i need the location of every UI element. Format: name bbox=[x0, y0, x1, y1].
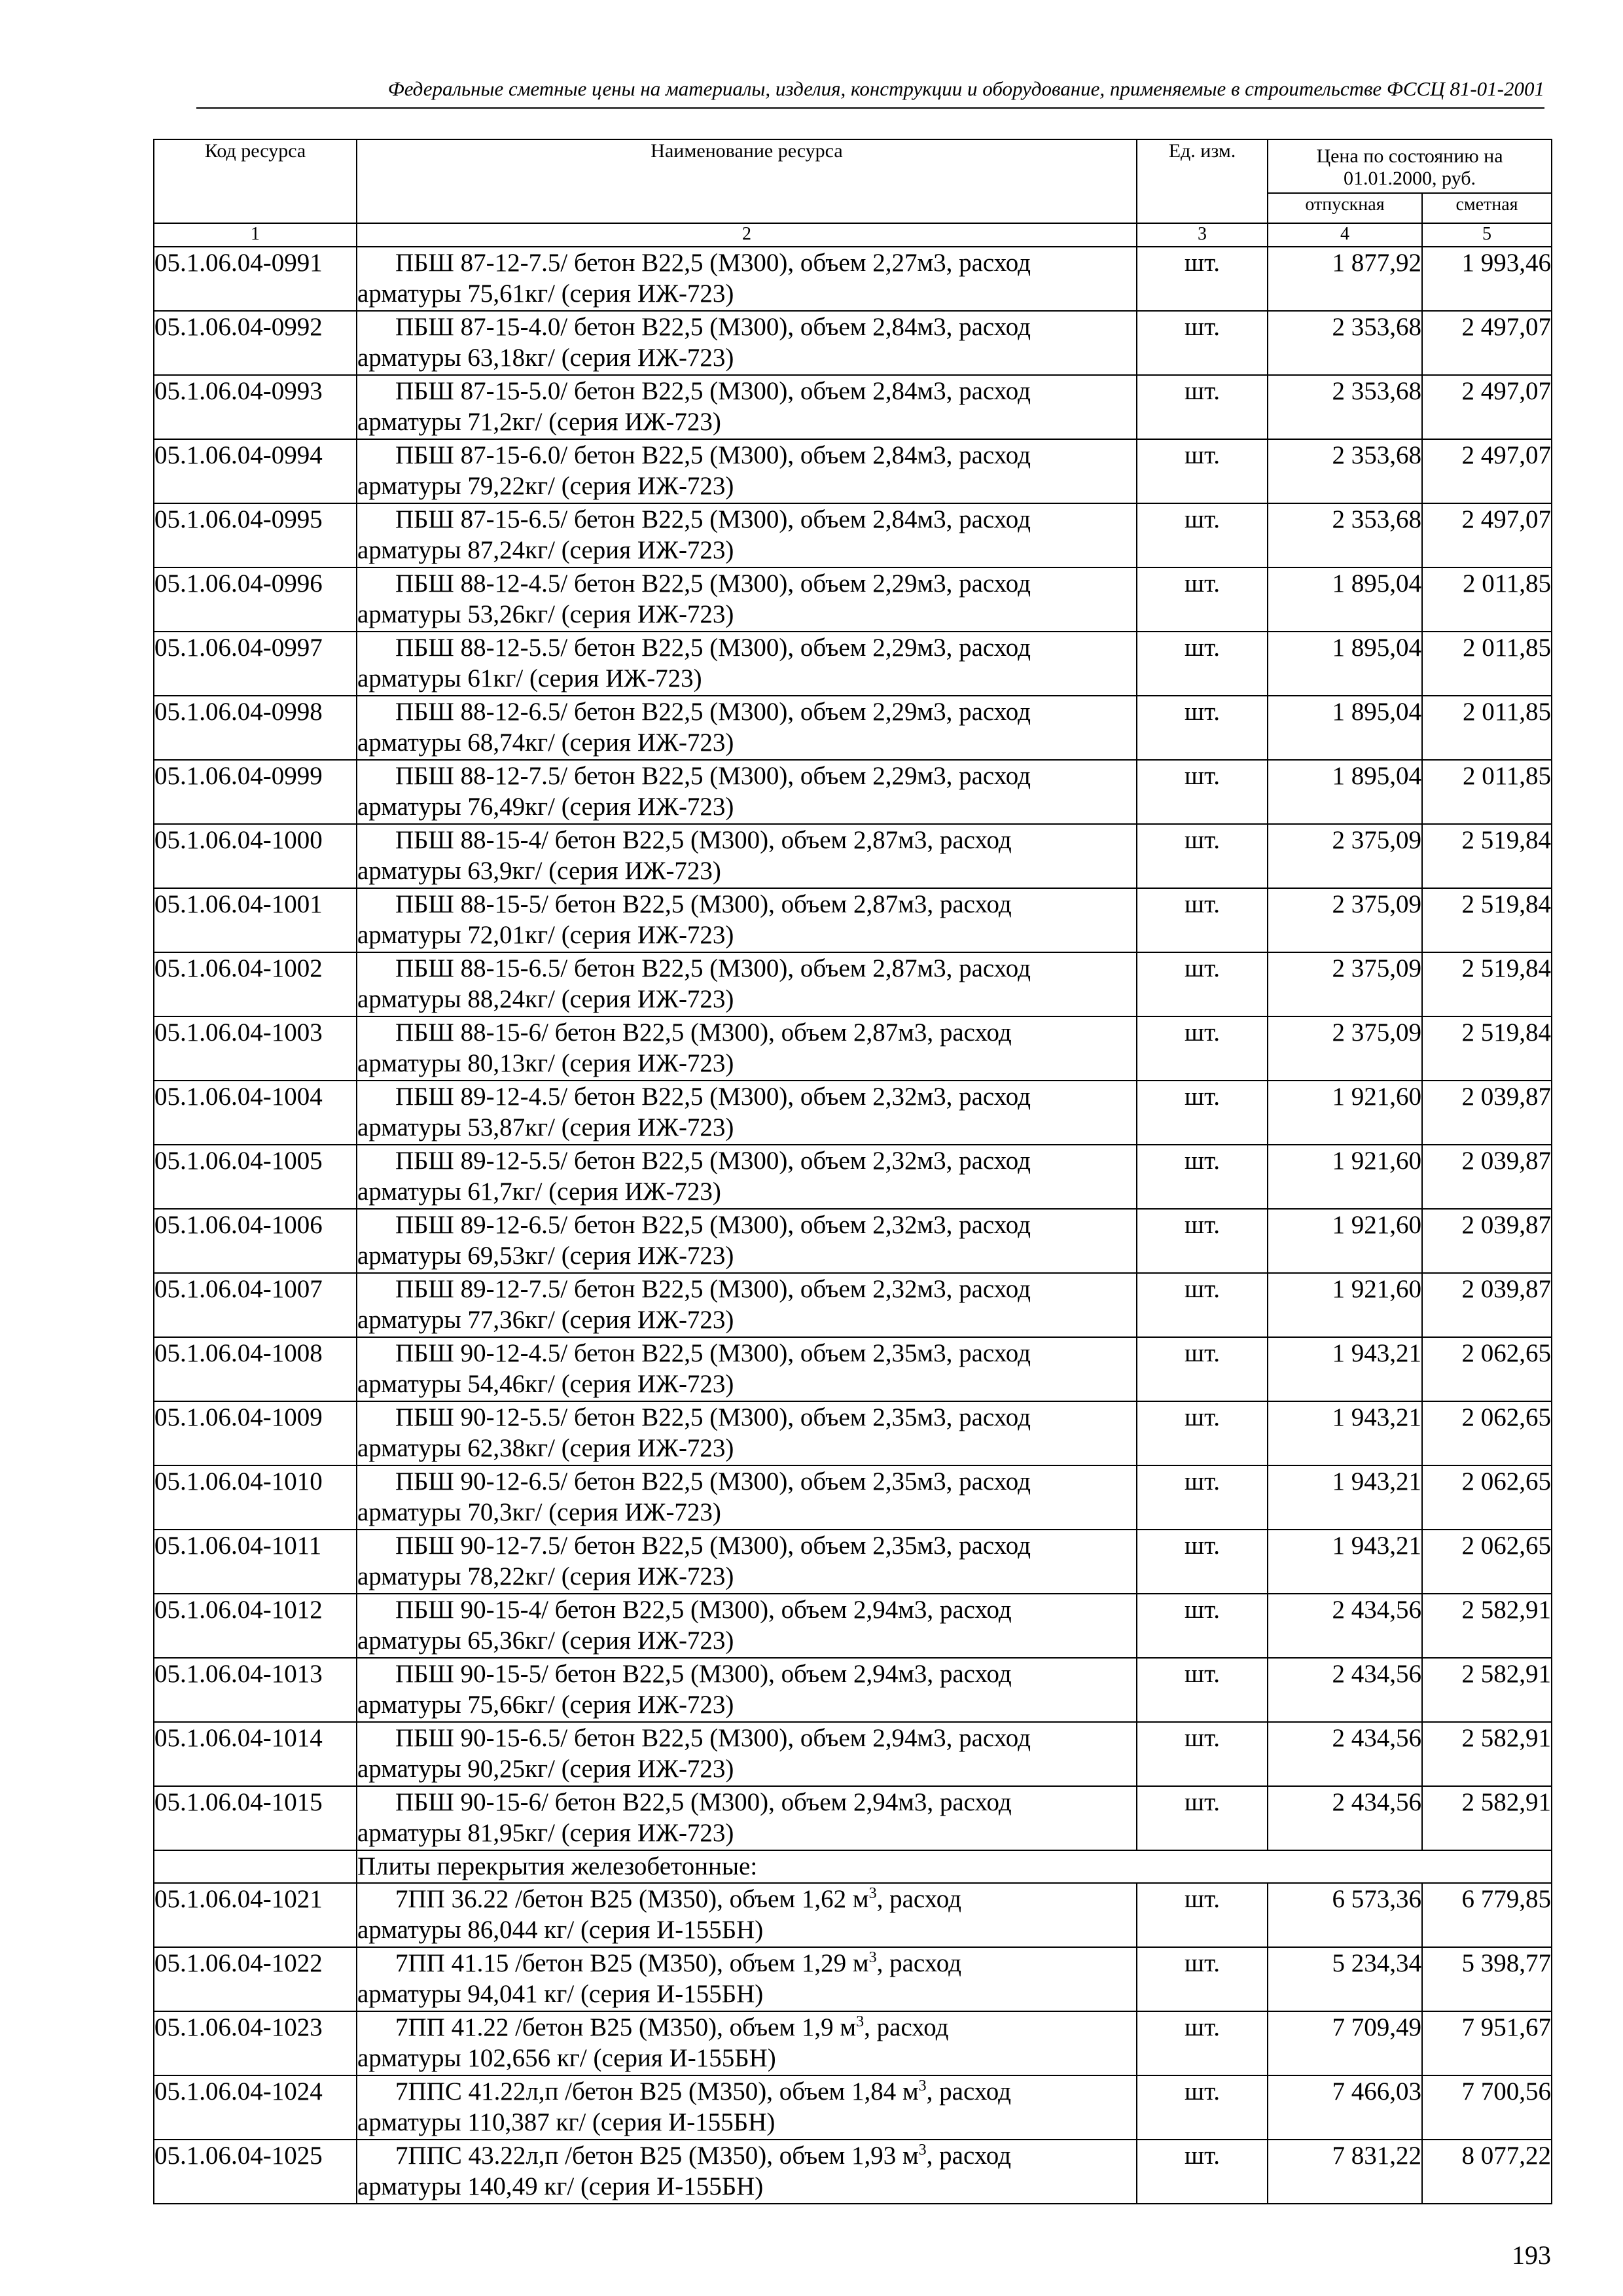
unit-superscript: 3 bbox=[868, 1949, 877, 1966]
unit-cell: шт. bbox=[1137, 503, 1268, 567]
resource-code: 05.1.06.04-0994 bbox=[154, 439, 357, 503]
unit-cell: шт. bbox=[1137, 1883, 1268, 1947]
resource-name-line1 bbox=[357, 2076, 1136, 2107]
resource-name-line2: арматуры 94,041 кг/ (серия И-155БН) bbox=[357, 1980, 764, 2008]
resource-code: 05.1.06.04-1021 bbox=[154, 1883, 357, 1947]
col-header-estimate: сметная bbox=[1422, 193, 1552, 223]
unit-cell: шт. bbox=[1137, 1658, 1268, 1722]
col-number: 2 bbox=[357, 223, 1137, 247]
release-price: 2 353,68 bbox=[1268, 311, 1422, 375]
unit-cell: шт. bbox=[1137, 952, 1268, 1016]
resource-name-line2: арматуры 61,7кг/ (серия ИЖ-723) bbox=[357, 1177, 721, 1206]
resource-name bbox=[357, 1658, 1137, 1722]
unit-cell: шт. bbox=[1137, 1947, 1268, 2011]
estimate-price: 2 011,85 bbox=[1422, 696, 1552, 760]
unit-cell: шт. bbox=[1137, 1465, 1268, 1530]
unit-cell: шт. bbox=[1137, 311, 1268, 375]
resource-name-line2: арматуры 75,61кг/ (серия ИЖ-723) bbox=[357, 279, 734, 308]
section-title: Плиты перекрытия железобетонные: bbox=[357, 1850, 1552, 1883]
release-price: 1 943,21 bbox=[1268, 1465, 1422, 1530]
release-price: 1 877,92 bbox=[1268, 247, 1422, 311]
resource-code: 05.1.06.04-0992 bbox=[154, 311, 357, 375]
resource-code: 05.1.06.04-1012 bbox=[154, 1594, 357, 1658]
resource-code: 05.1.06.04-1008 bbox=[154, 1337, 357, 1401]
unit-superscript: 3 bbox=[856, 2013, 865, 2030]
table-row bbox=[154, 2011, 1552, 2075]
release-price: 1 921,60 bbox=[1268, 1081, 1422, 1145]
resource-name bbox=[357, 439, 1137, 503]
resource-code: 05.1.06.04-1001 bbox=[154, 888, 357, 952]
resource-name bbox=[357, 311, 1137, 375]
resource-name-line2: арматуры 53,87кг/ (серия ИЖ-723) bbox=[357, 1113, 734, 1141]
resource-name bbox=[357, 2011, 1137, 2075]
section-code-cell bbox=[154, 1850, 357, 1883]
estimate-price: 2 039,87 bbox=[1422, 1081, 1552, 1145]
resource-code: 05.1.06.04-0997 bbox=[154, 632, 357, 696]
estimate-price: 5 398,77 bbox=[1422, 1947, 1552, 2011]
resource-name-line1 bbox=[357, 2140, 1136, 2171]
estimate-price: 2 519,84 bbox=[1422, 824, 1552, 888]
unit-superscript: 3 bbox=[868, 1885, 877, 1902]
estimate-price: 2 062,65 bbox=[1422, 1530, 1552, 1594]
resource-name-text: 7ППС 41.22л,п /бетон В25 (М350), объем 1,84 м bbox=[395, 2077, 919, 2106]
page-number: 193 bbox=[1512, 2240, 1551, 2270]
resource-name-line2: арматуры 79,22кг/ (серия ИЖ-723) bbox=[357, 472, 734, 500]
release-price: 1 921,60 bbox=[1268, 1209, 1422, 1273]
resource-name-line2: арматуры 81,95кг/ (серия ИЖ-723) bbox=[357, 1819, 734, 1847]
resource-name-line1: ПБШ 88-15-4/ бетон В22,5 (М300), объем 2,87м3, расход bbox=[395, 826, 1012, 854]
resource-name-line1: ПБШ 90-12-6.5/ бетон В22,5 (М300), объем 2,35м3, расход bbox=[395, 1467, 1031, 1496]
resource-name-text: 7ПП 36.22 /бетон В25 (М350), объем 1,62 м bbox=[395, 1885, 869, 1913]
release-price: 1 895,04 bbox=[1268, 760, 1422, 824]
resource-name-line2: арматуры 78,22кг/ (серия ИЖ-723) bbox=[357, 1562, 734, 1590]
unit-cell: шт. bbox=[1137, 439, 1268, 503]
resource-code: 05.1.06.04-1013 bbox=[154, 1658, 357, 1722]
unit-cell: шт. bbox=[1137, 375, 1268, 439]
unit-cell: шт. bbox=[1137, 1530, 1268, 1594]
resource-name-text: 7ППС 43.22л,п /бетон В25 (М350), объем 1,93 м bbox=[395, 2142, 919, 2170]
resource-name-line1: ПБШ 90-15-6.5/ бетон В22,5 (М300), объем 2,94м3, расход bbox=[395, 1724, 1031, 1752]
resource-code: 05.1.06.04-1007 bbox=[154, 1273, 357, 1337]
resource-name-line1: ПБШ 90-15-6/ бетон В22,5 (М300), объем 2,94м3, расход bbox=[395, 1788, 1012, 1816]
resource-name-line1: ПБШ 87-15-6.5/ бетон В22,5 (М300), объем 2,84м3, расход bbox=[395, 505, 1031, 533]
resource-name-line2: арматуры 63,18кг/ (серия ИЖ-723) bbox=[357, 344, 734, 372]
table-row bbox=[154, 1273, 1552, 1337]
resource-name-line2: арматуры 80,13кг/ (серия ИЖ-723) bbox=[357, 1049, 734, 1077]
table-row bbox=[154, 1658, 1552, 1722]
section-body bbox=[154, 1850, 1552, 1883]
table-row bbox=[154, 247, 1552, 311]
unit-cell: шт. bbox=[1137, 1337, 1268, 1401]
resource-name bbox=[357, 2140, 1137, 2204]
resource-name-text: , расход bbox=[876, 1949, 961, 1977]
unit-cell: шт. bbox=[1137, 696, 1268, 760]
estimate-price: 2 011,85 bbox=[1422, 567, 1552, 632]
estimate-price: 2 519,84 bbox=[1422, 888, 1552, 952]
resource-name-text: 7ПП 41.15 /бетон В25 (М350), объем 1,29 м bbox=[395, 1949, 869, 1977]
estimate-price: 2 497,07 bbox=[1422, 503, 1552, 567]
estimate-price: 2 582,91 bbox=[1422, 1658, 1552, 1722]
release-price: 2 375,09 bbox=[1268, 1016, 1422, 1081]
resource-name bbox=[357, 696, 1137, 760]
table-row bbox=[154, 567, 1552, 632]
unit-cell: шт. bbox=[1137, 2011, 1268, 2075]
unit-cell: шт. bbox=[1137, 1145, 1268, 1209]
resource-code: 05.1.06.04-0998 bbox=[154, 696, 357, 760]
resource-table bbox=[153, 139, 1552, 2204]
resource-name-line2: арматуры 110,387 кг/ (серия И-155БН) bbox=[357, 2108, 776, 2136]
release-price: 1 943,21 bbox=[1268, 1530, 1422, 1594]
resource-code: 05.1.06.04-1014 bbox=[154, 1722, 357, 1786]
resource-name bbox=[357, 1209, 1137, 1273]
estimate-price: 7 700,56 bbox=[1422, 2075, 1552, 2140]
estimate-price: 2 582,91 bbox=[1422, 1722, 1552, 1786]
estimate-price: 2 582,91 bbox=[1422, 1786, 1552, 1850]
estimate-price: 7 951,67 bbox=[1422, 2011, 1552, 2075]
estimate-price: 6 779,85 bbox=[1422, 1883, 1552, 1947]
estimate-price: 1 993,46 bbox=[1422, 247, 1552, 311]
estimate-price: 2 582,91 bbox=[1422, 1594, 1552, 1658]
resource-name-line2: арматуры 102,656 кг/ (серия И-155БН) bbox=[357, 2044, 776, 2072]
resource-code: 05.1.06.04-1022 bbox=[154, 1947, 357, 2011]
resource-name-line1 bbox=[357, 1948, 1136, 1979]
resource-name-line2: арматуры 90,25кг/ (серия ИЖ-723) bbox=[357, 1755, 734, 1783]
resource-name-line1: ПБШ 88-12-7.5/ бетон В22,5 (М300), объем 2,29м3, расход bbox=[395, 762, 1031, 790]
release-price: 2 434,56 bbox=[1268, 1722, 1422, 1786]
table-row bbox=[154, 1337, 1552, 1401]
column-number-row bbox=[154, 223, 1552, 247]
col-header-code: Код ресурса bbox=[154, 139, 357, 223]
resource-name-line2: арматуры 88,24кг/ (серия ИЖ-723) bbox=[357, 985, 734, 1013]
resource-name-line2: арматуры 62,38кг/ (серия ИЖ-723) bbox=[357, 1434, 734, 1462]
table-row bbox=[154, 760, 1552, 824]
table-row bbox=[154, 1145, 1552, 1209]
resource-name-line2: арматуры 65,36кг/ (серия ИЖ-723) bbox=[357, 1626, 734, 1655]
resource-name-line2: арматуры 61кг/ (серия ИЖ-723) bbox=[357, 664, 702, 692]
resource-name bbox=[357, 1337, 1137, 1401]
table-row bbox=[154, 824, 1552, 888]
resource-name-line2: арматуры 54,46кг/ (серия ИЖ-723) bbox=[357, 1370, 734, 1398]
resource-name bbox=[357, 1786, 1137, 1850]
table-body-slabs bbox=[154, 1883, 1552, 2204]
col-header-unit: Ед. изм. bbox=[1137, 139, 1268, 223]
resource-name-line1 bbox=[357, 2012, 1136, 2043]
release-price: 2 353,68 bbox=[1268, 439, 1422, 503]
resource-name bbox=[357, 2075, 1137, 2140]
estimate-price: 2 519,84 bbox=[1422, 1016, 1552, 1081]
resource-code: 05.1.06.04-1015 bbox=[154, 1786, 357, 1850]
col-header-name: Наименование ресурса bbox=[357, 139, 1137, 223]
resource-name-line1: ПБШ 88-15-5/ бетон В22,5 (М300), объем 2,87м3, расход bbox=[395, 890, 1012, 918]
table-row bbox=[154, 1594, 1552, 1658]
release-price: 6 573,36 bbox=[1268, 1883, 1422, 1947]
release-price: 1 943,21 bbox=[1268, 1401, 1422, 1465]
table-row bbox=[154, 696, 1552, 760]
unit-cell: шт. bbox=[1137, 1209, 1268, 1273]
table-row bbox=[154, 632, 1552, 696]
table-row bbox=[154, 1947, 1552, 2011]
resource-name-line1: ПБШ 87-15-5.0/ бетон В22,5 (М300), объем 2,84м3, расход bbox=[395, 377, 1031, 405]
unit-cell: шт. bbox=[1137, 760, 1268, 824]
resource-name-line1: ПБШ 89-12-7.5/ бетон В22,5 (М300), объем 2,32м3, расход bbox=[395, 1275, 1031, 1303]
resource-code: 05.1.06.04-1002 bbox=[154, 952, 357, 1016]
table-row bbox=[154, 1883, 1552, 1947]
release-price: 1 895,04 bbox=[1268, 696, 1422, 760]
resource-name bbox=[357, 1530, 1137, 1594]
release-price: 1 895,04 bbox=[1268, 567, 1422, 632]
resource-name-line2: арматуры 71,2кг/ (серия ИЖ-723) bbox=[357, 408, 721, 436]
resource-name bbox=[357, 1401, 1137, 1465]
table-row bbox=[154, 503, 1552, 567]
table-row bbox=[154, 1722, 1552, 1786]
resource-code: 05.1.06.04-1009 bbox=[154, 1401, 357, 1465]
estimate-price: 8 077,22 bbox=[1422, 2140, 1552, 2204]
resource-name bbox=[357, 760, 1137, 824]
section-row bbox=[154, 1850, 1552, 1883]
resource-name-line1: ПБШ 88-12-6.5/ бетон В22,5 (М300), объем 2,29м3, расход bbox=[395, 698, 1031, 726]
unit-cell: шт. bbox=[1137, 1722, 1268, 1786]
resource-name bbox=[357, 824, 1137, 888]
release-price: 2 375,09 bbox=[1268, 952, 1422, 1016]
resource-name bbox=[357, 1465, 1137, 1530]
table-header-row bbox=[154, 139, 1552, 193]
estimate-price: 2 039,87 bbox=[1422, 1209, 1552, 1273]
table-row bbox=[154, 1016, 1552, 1081]
unit-cell: шт. bbox=[1137, 1786, 1268, 1850]
unit-superscript: 3 bbox=[918, 2077, 927, 2094]
unit-cell: шт. bbox=[1137, 1081, 1268, 1145]
resource-name-line1: ПБШ 89-12-6.5/ бетон В22,5 (М300), объем 2,32м3, расход bbox=[395, 1211, 1031, 1239]
table-row bbox=[154, 1081, 1552, 1145]
resource-name-text: , расход bbox=[876, 1885, 961, 1913]
unit-cell: шт. bbox=[1137, 632, 1268, 696]
resource-name-text: , расход bbox=[926, 2142, 1012, 2170]
unit-cell: шт. bbox=[1137, 1273, 1268, 1337]
table-body bbox=[154, 247, 1552, 1850]
estimate-price: 2 519,84 bbox=[1422, 952, 1552, 1016]
release-price: 7 466,03 bbox=[1268, 2075, 1422, 2140]
estimate-price: 2 011,85 bbox=[1422, 760, 1552, 824]
release-price: 2 375,09 bbox=[1268, 824, 1422, 888]
estimate-price: 2 062,65 bbox=[1422, 1337, 1552, 1401]
col-number: 4 bbox=[1268, 223, 1422, 247]
resource-name bbox=[357, 1273, 1137, 1337]
estimate-price: 2 497,07 bbox=[1422, 375, 1552, 439]
resource-name bbox=[357, 1722, 1137, 1786]
resource-code: 05.1.06.04-0995 bbox=[154, 503, 357, 567]
estimate-price: 2 497,07 bbox=[1422, 311, 1552, 375]
resource-name-text: 7ПП 41.22 /бетон В25 (М350), объем 1,9 м bbox=[395, 2013, 857, 2041]
resource-name-line2: арматуры 63,9кг/ (серия ИЖ-723) bbox=[357, 857, 721, 885]
col-number: 5 bbox=[1422, 223, 1552, 247]
release-price: 5 234,34 bbox=[1268, 1947, 1422, 2011]
resource-name bbox=[357, 503, 1137, 567]
resource-code: 05.1.06.04-1025 bbox=[154, 2140, 357, 2204]
resource-code: 05.1.06.04-0991 bbox=[154, 247, 357, 311]
resource-name-line2: арматуры 76,49кг/ (серия ИЖ-723) bbox=[357, 793, 734, 821]
resource-name-text: , расход bbox=[864, 2013, 949, 2041]
resource-name-line2: арматуры 69,53кг/ (серия ИЖ-723) bbox=[357, 1242, 734, 1270]
resource-name-line2: арматуры 70,3кг/ (серия ИЖ-723) bbox=[357, 1498, 721, 1526]
unit-cell: шт. bbox=[1137, 2140, 1268, 2204]
table-row bbox=[154, 1530, 1552, 1594]
resource-name bbox=[357, 1016, 1137, 1081]
estimate-price: 2 039,87 bbox=[1422, 1273, 1552, 1337]
resource-name-line1: ПБШ 90-12-7.5/ бетон В22,5 (М300), объем 2,35м3, расход bbox=[395, 1532, 1031, 1560]
release-price: 1 943,21 bbox=[1268, 1337, 1422, 1401]
resource-name bbox=[357, 1594, 1137, 1658]
table-row bbox=[154, 2075, 1552, 2140]
col-header-price-group: Цена по состоянию на 01.01.2000, руб. bbox=[1268, 139, 1552, 193]
release-price: 2 353,68 bbox=[1268, 375, 1422, 439]
resource-name-line1: ПБШ 88-15-6/ бетон В22,5 (М300), объем 2,87м3, расход bbox=[395, 1018, 1012, 1047]
resource-code: 05.1.06.04-0996 bbox=[154, 567, 357, 632]
resource-code: 05.1.06.04-1011 bbox=[154, 1530, 357, 1594]
unit-cell: шт. bbox=[1137, 824, 1268, 888]
release-price: 7 831,22 bbox=[1268, 2140, 1422, 2204]
table-row bbox=[154, 952, 1552, 1016]
resource-name-line2: арматуры 140,49 кг/ (серия И-155БН) bbox=[357, 2172, 764, 2200]
resource-code: 05.1.06.04-1005 bbox=[154, 1145, 357, 1209]
resource-name bbox=[357, 1145, 1137, 1209]
release-price: 1 921,60 bbox=[1268, 1273, 1422, 1337]
resource-name-line1: ПБШ 88-12-4.5/ бетон В22,5 (М300), объем 2,29м3, расход bbox=[395, 569, 1031, 598]
resource-name-line1 bbox=[357, 1884, 1136, 1914]
estimate-price: 2 062,65 bbox=[1422, 1465, 1552, 1530]
resource-name-line1: ПБШ 89-12-4.5/ бетон В22,5 (М300), объем 2,32м3, расход bbox=[395, 1083, 1031, 1111]
resource-name-line1: ПБШ 90-12-4.5/ бетон В22,5 (М300), объем 2,35м3, расход bbox=[395, 1339, 1031, 1367]
table-row bbox=[154, 375, 1552, 439]
resource-name bbox=[357, 888, 1137, 952]
table-row bbox=[154, 1401, 1552, 1465]
resource-code: 05.1.06.04-1004 bbox=[154, 1081, 357, 1145]
table-row bbox=[154, 1786, 1552, 1850]
resource-code: 05.1.06.04-0993 bbox=[154, 375, 357, 439]
resource-code: 05.1.06.04-1024 bbox=[154, 2075, 357, 2140]
resource-name bbox=[357, 567, 1137, 632]
resource-code: 05.1.06.04-1023 bbox=[154, 2011, 357, 2075]
resource-name-line2: арматуры 72,01кг/ (серия ИЖ-723) bbox=[357, 921, 734, 949]
resource-name-line1: ПБШ 87-15-4.0/ бетон В22,5 (М300), объем 2,84м3, расход bbox=[395, 313, 1031, 341]
running-header: Федеральные сметные цены на материалы, изделия, конструкции и оборудование, применяемые в строительстве ФССЦ 81-01-2001 bbox=[387, 77, 1544, 100]
unit-cell: шт. bbox=[1137, 247, 1268, 311]
resource-name bbox=[357, 375, 1137, 439]
col-header-release: отпускная bbox=[1268, 193, 1422, 223]
col-number: 3 bbox=[1137, 223, 1268, 247]
resource-name bbox=[357, 1947, 1137, 2011]
resource-name-line1: ПБШ 87-12-7.5/ бетон В22,5 (М300), объем 2,27м3, расход bbox=[395, 249, 1031, 277]
resource-name-line1: ПБШ 90-15-4/ бетон В22,5 (М300), объем 2,94м3, расход bbox=[395, 1596, 1012, 1624]
release-price: 2 434,56 bbox=[1268, 1786, 1422, 1850]
table-row bbox=[154, 888, 1552, 952]
resource-name-line1: ПБШ 87-15-6.0/ бетон В22,5 (М300), объем 2,84м3, расход bbox=[395, 441, 1031, 469]
resource-name bbox=[357, 247, 1137, 311]
unit-cell: шт. bbox=[1137, 1016, 1268, 1081]
resource-name-line2: арматуры 77,36кг/ (серия ИЖ-723) bbox=[357, 1306, 734, 1334]
table-row bbox=[154, 1209, 1552, 1273]
resource-code: 05.1.06.04-1010 bbox=[154, 1465, 357, 1530]
release-price: 2 434,56 bbox=[1268, 1594, 1422, 1658]
resource-name bbox=[357, 1883, 1137, 1947]
unit-cell: шт. bbox=[1137, 1594, 1268, 1658]
resource-name bbox=[357, 1081, 1137, 1145]
unit-cell: шт. bbox=[1137, 2075, 1268, 2140]
resource-name-line2: арматуры 87,24кг/ (серия ИЖ-723) bbox=[357, 536, 734, 564]
unit-cell: шт. bbox=[1137, 567, 1268, 632]
table-row bbox=[154, 439, 1552, 503]
table-row bbox=[154, 1465, 1552, 1530]
release-price: 1 895,04 bbox=[1268, 632, 1422, 696]
estimate-price: 2 011,85 bbox=[1422, 632, 1552, 696]
release-price: 2 434,56 bbox=[1268, 1658, 1422, 1722]
unit-cell: шт. bbox=[1137, 1401, 1268, 1465]
resource-name bbox=[357, 632, 1137, 696]
resource-code: 05.1.06.04-0999 bbox=[154, 760, 357, 824]
resource-name-line1: ПБШ 89-12-5.5/ бетон В22,5 (М300), объем 2,32м3, расход bbox=[395, 1147, 1031, 1175]
release-price: 7 709,49 bbox=[1268, 2011, 1422, 2075]
estimate-price: 2 039,87 bbox=[1422, 1145, 1552, 1209]
resource-code: 05.1.06.04-1000 bbox=[154, 824, 357, 888]
resource-name-line1: ПБШ 88-12-5.5/ бетон В22,5 (М300), объем 2,29м3, расход bbox=[395, 634, 1031, 662]
resource-code: 05.1.06.04-1006 bbox=[154, 1209, 357, 1273]
resource-name-line2: арматуры 75,66кг/ (серия ИЖ-723) bbox=[357, 1691, 734, 1719]
col-number: 1 bbox=[154, 223, 357, 247]
resource-name-line2: арматуры 53,26кг/ (серия ИЖ-723) bbox=[357, 600, 734, 628]
resource-name-line1: ПБШ 90-15-5/ бетон В22,5 (М300), объем 2,94м3, расход bbox=[395, 1660, 1012, 1688]
release-price: 1 921,60 bbox=[1268, 1145, 1422, 1209]
resource-name-line2: арматуры 86,044 кг/ (серия И-155БН) bbox=[357, 1916, 764, 1944]
release-price: 2 353,68 bbox=[1268, 503, 1422, 567]
table-row bbox=[154, 2140, 1552, 2204]
resource-name-line1: ПБШ 90-12-5.5/ бетон В22,5 (М300), объем 2,35м3, расход bbox=[395, 1403, 1031, 1431]
estimate-price: 2 062,65 bbox=[1422, 1401, 1552, 1465]
resource-name bbox=[357, 952, 1137, 1016]
table-row bbox=[154, 311, 1552, 375]
unit-superscript: 3 bbox=[918, 2142, 927, 2159]
resource-name-line1: ПБШ 88-15-6.5/ бетон В22,5 (М300), объем 2,87м3, расход bbox=[395, 954, 1031, 982]
header-rule bbox=[196, 107, 1544, 109]
resource-code: 05.1.06.04-1003 bbox=[154, 1016, 357, 1081]
resource-name-line2: арматуры 68,74кг/ (серия ИЖ-723) bbox=[357, 728, 734, 757]
estimate-price: 2 497,07 bbox=[1422, 439, 1552, 503]
resource-name-text: , расход bbox=[926, 2077, 1012, 2106]
release-price: 2 375,09 bbox=[1268, 888, 1422, 952]
unit-cell: шт. bbox=[1137, 888, 1268, 952]
